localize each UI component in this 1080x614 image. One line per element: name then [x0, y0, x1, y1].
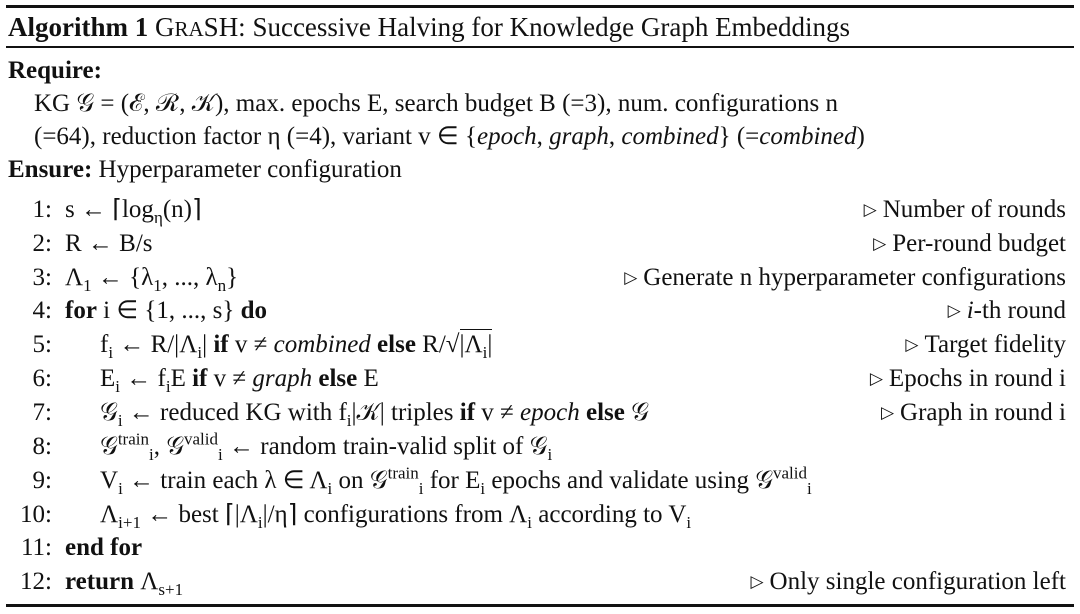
algorithm-title: GRASH: Successive Halving for Knowledge Graph Embeddings — [154, 12, 851, 42]
step-comment: ▷ i-th round — [947, 297, 1066, 324]
step-2: 2: R ← B/s ▷ Per-round budget — [8, 227, 1072, 261]
step-8: 8: 𝒢$^{train}_i$, 𝒢$^{valid}_i$ ← random train-valid split of 𝒢$_i$ — [32, 429, 553, 464]
step-11: 11: end for — [20, 534, 143, 561]
step-5: 5: $f_i$ ← $R/|\Lambda_i|$ if v ≠ combined else $R/√|\Lambda_i|$ ▷ Target fidelity — [8, 328, 1072, 362]
caption-rule — [6, 46, 1074, 48]
algorithm-caption — [8, 8, 1072, 46]
require-line: Require: — [8, 57, 102, 84]
step-comment: ▷ Number of rounds — [863, 196, 1066, 223]
step-comment: ▷ Only single configuration left — [750, 568, 1066, 595]
step-comment: ▷ Per-round budget — [873, 230, 1066, 257]
ensure-line: Ensure: Hyperparameter configuration — [8, 156, 402, 183]
algorithm-label: Algorithm 1 — [8, 12, 149, 42]
step-comment: ▷ Graph in round i — [880, 399, 1066, 426]
step-6: 6: $E_i$ ← $f_iE$ if v ≠ graph else E ▷ Epochs in round i — [8, 362, 1072, 396]
step-comment: ▷ Epochs in round i — [869, 365, 1066, 392]
step-1: 1: s ← $⌈\log_\eta(n)⌉$ ▷ Number of rounds — [8, 193, 1072, 227]
require-inputs-line-2: (=64), reduction factor η (=4), variant v ∈ {epoch, graph, combined} (=combined) — [34, 123, 865, 150]
step-comment: ▷ Target fidelity — [905, 331, 1066, 358]
step-12: 12: return $\Lambda_{s+1}$ ▷ Only single configuration left — [8, 565, 1072, 599]
step-3: 3: $\Lambda_1$ ← {$\lambda_1$, ..., $\lambda_n$} ▷ Generate n hyperparameter configurations — [8, 261, 1072, 295]
step-comment: ▷ Generate n hyperparameter configurations — [624, 264, 1066, 291]
require-inputs-line-1: KG 𝒢 = (ℰ, ℛ, 𝒦), max. epochs E, search budget B (=3), num. configurations n — [34, 90, 838, 117]
step-4: 4: for i ∈ {1, ..., s} do ▷ i-th round — [8, 294, 1072, 328]
step-9: 9: $V_i$ ← train each λ ∈ $\Lambda_i$ on 𝒢$^{train}_i$ for $E_i$ epochs and validate using 𝒢$^{valid}_i$ — [32, 463, 812, 498]
step-7: 7: 𝒢$_i$ ← reduced KG with $f_i|𝒦|$ triples if v ≠ epoch else 𝒢 ▷ Graph in round i — [8, 396, 1072, 430]
bottom-rule — [6, 604, 1074, 607]
step-10: 10: $\Lambda_{i+1}$ ← best $⌈|\Lambda_i|/\eta⌉$ configurations from $\Lambda_i$ according to $V_i$ — [20, 501, 692, 532]
